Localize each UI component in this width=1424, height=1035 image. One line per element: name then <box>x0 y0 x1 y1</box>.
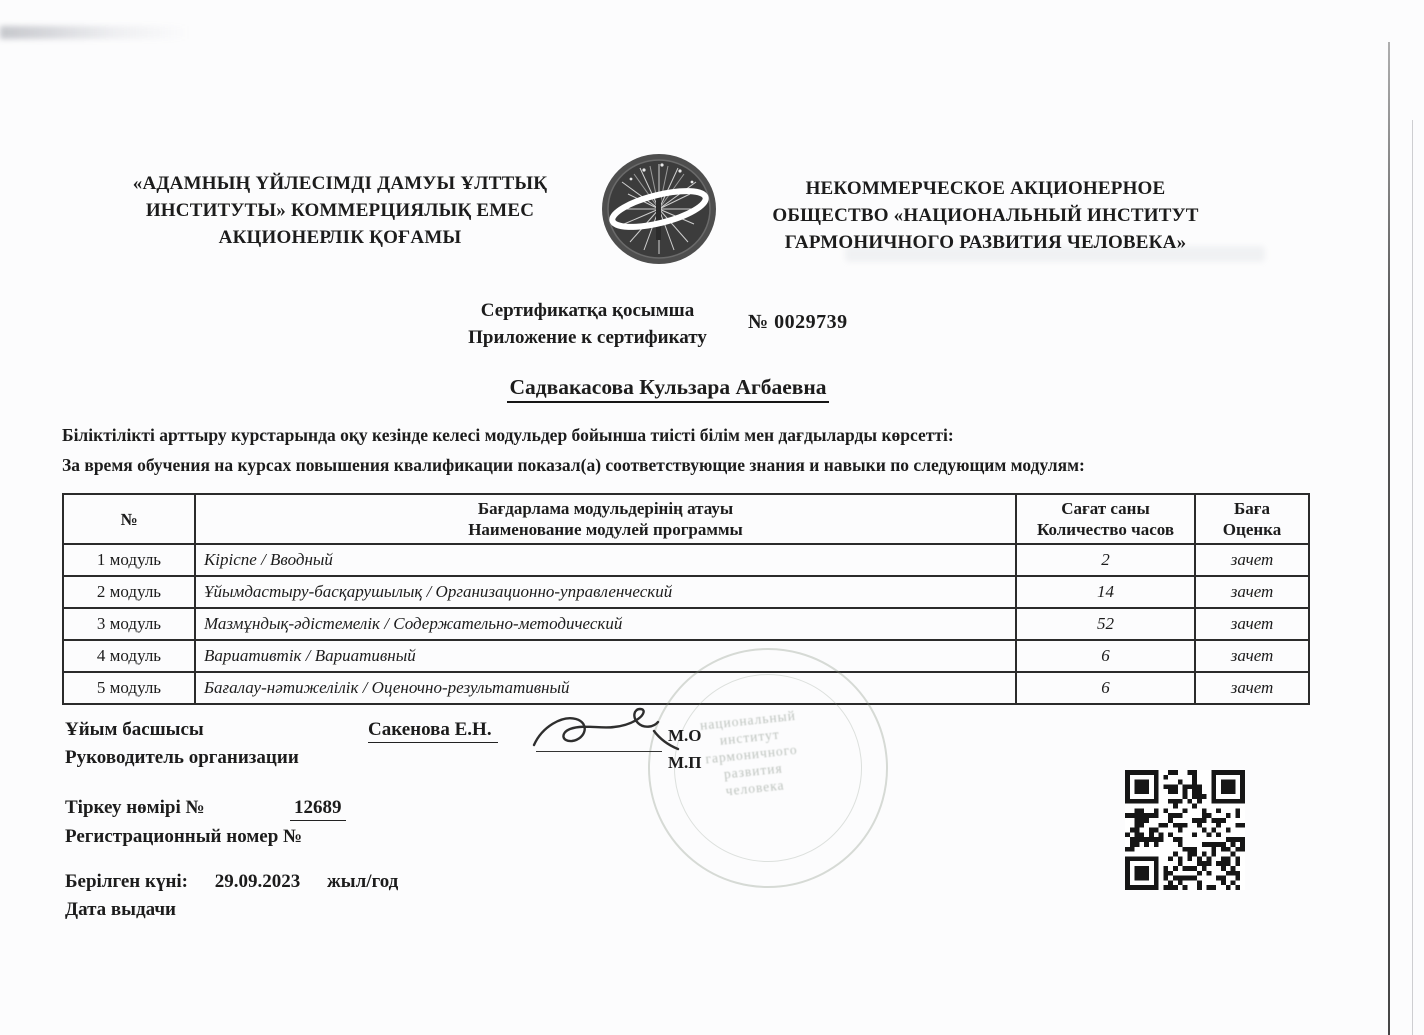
registration-number: 12689 <box>290 797 346 821</box>
seal-label-kazakh: М.О <box>668 726 702 745</box>
registration-label-kazakh: Тіркеу нөмірі № <box>65 797 205 818</box>
issue-label-kazakh: Берілген күні: <box>65 871 189 892</box>
document-subtitle <box>420 297 755 351</box>
header-hours: Сағат саны Количество часов <box>1016 494 1195 544</box>
role-label-russian: Руководитель организации <box>65 747 299 768</box>
qr-code <box>1125 770 1245 890</box>
org-right-line3: ГАРМОНИЧНОГО РАЗВИТИЯ ЧЕЛОВЕКА» <box>784 232 1187 253</box>
issue-date-line <box>65 871 398 893</box>
scan-smudge-top <box>0 26 190 39</box>
header-module-name: Бағдарлама модульдерінің атауы Наименование модулей программы <box>195 494 1016 544</box>
intro-russian: За время обучения на курсах повышения квалификации показал(а) соответствующие знания и навыки по следующим модулям: <box>62 455 1085 475</box>
signer-name: Сакенова Е.Н. <box>368 719 498 743</box>
org-left-line2: ИНСТИТУТЫ» КОММЕРЦИЯЛЫҚ ЕМЕС <box>145 200 535 221</box>
table-row: 3 модуль Мазмұндық-әдістемелік / Содержательно-методический 52 зачет <box>63 608 1309 640</box>
registration-label-russian: Регистрационный номер № <box>65 826 303 847</box>
table-row: 4 модуль Вариативтік / Вариативный 6 зачет <box>63 640 1309 672</box>
certificate-number: № 0029739 <box>748 311 848 333</box>
scan-edge-line <box>1388 42 1390 1035</box>
org-name-kazakh <box>110 170 570 251</box>
subtitle-russian: Приложение к сертификату <box>468 327 707 348</box>
institute-emblem-icon <box>600 152 718 266</box>
table-row: 2 модуль Ұйымдастыру-басқарушылық / Организационно-управленческий 14 зачет <box>63 576 1309 608</box>
issue-date: 29.09.2023 <box>214 871 301 892</box>
handwritten-signature <box>528 705 688 757</box>
stamp-text: национальный институт гармоничного развития человека <box>699 707 799 799</box>
intro-kazakh: Біліктілікті арттыру курстарында оқу кезінде келесі модульдер бойынша тиісті білім мен дағдыларды көрсетті: <box>62 425 954 445</box>
issue-year-label: жыл/год <box>327 871 399 892</box>
table-row: 1 модуль Кіріспе / Вводный 2 зачет <box>63 544 1309 576</box>
org-left-line1: «АДАМНЫҢ ҮЙЛЕСІМДІ ДАМУЫ ҰЛТТЫҚ <box>132 173 548 194</box>
role-label-kazakh: Ұйым басшысы <box>65 719 204 740</box>
modules-table <box>62 493 1310 705</box>
holder-name: Садвакасова Кульзара Агбаевна <box>418 375 918 400</box>
org-name-russian <box>758 175 1213 256</box>
org-right-line1: НЕКОММЕРЧЕСКОЕ АКЦИОНЕРНОЕ <box>805 178 1166 199</box>
table-row: 5 модуль Бағалау-нәтижелілік / Оценочно-результативный 6 зачет <box>63 672 1309 704</box>
scan-edge-line-faint <box>1412 120 1413 1035</box>
org-right-line2: ОБЩЕСТВО «НАЦИОНАЛЬНЫЙ ИНСТИТУТ <box>772 205 1199 226</box>
table-header-row <box>63 494 1309 544</box>
seal-label-russian: М.П <box>668 753 702 772</box>
header-grade: Баға Оценка <box>1195 494 1309 544</box>
header-number: № <box>63 494 195 544</box>
subtitle-kazakh: Сертификатқа қосымша <box>480 300 695 321</box>
org-left-line3: АКЦИОНЕРЛІК ҚОҒАМЫ <box>218 227 462 248</box>
issue-label-russian: Дата выдачи <box>65 899 177 920</box>
